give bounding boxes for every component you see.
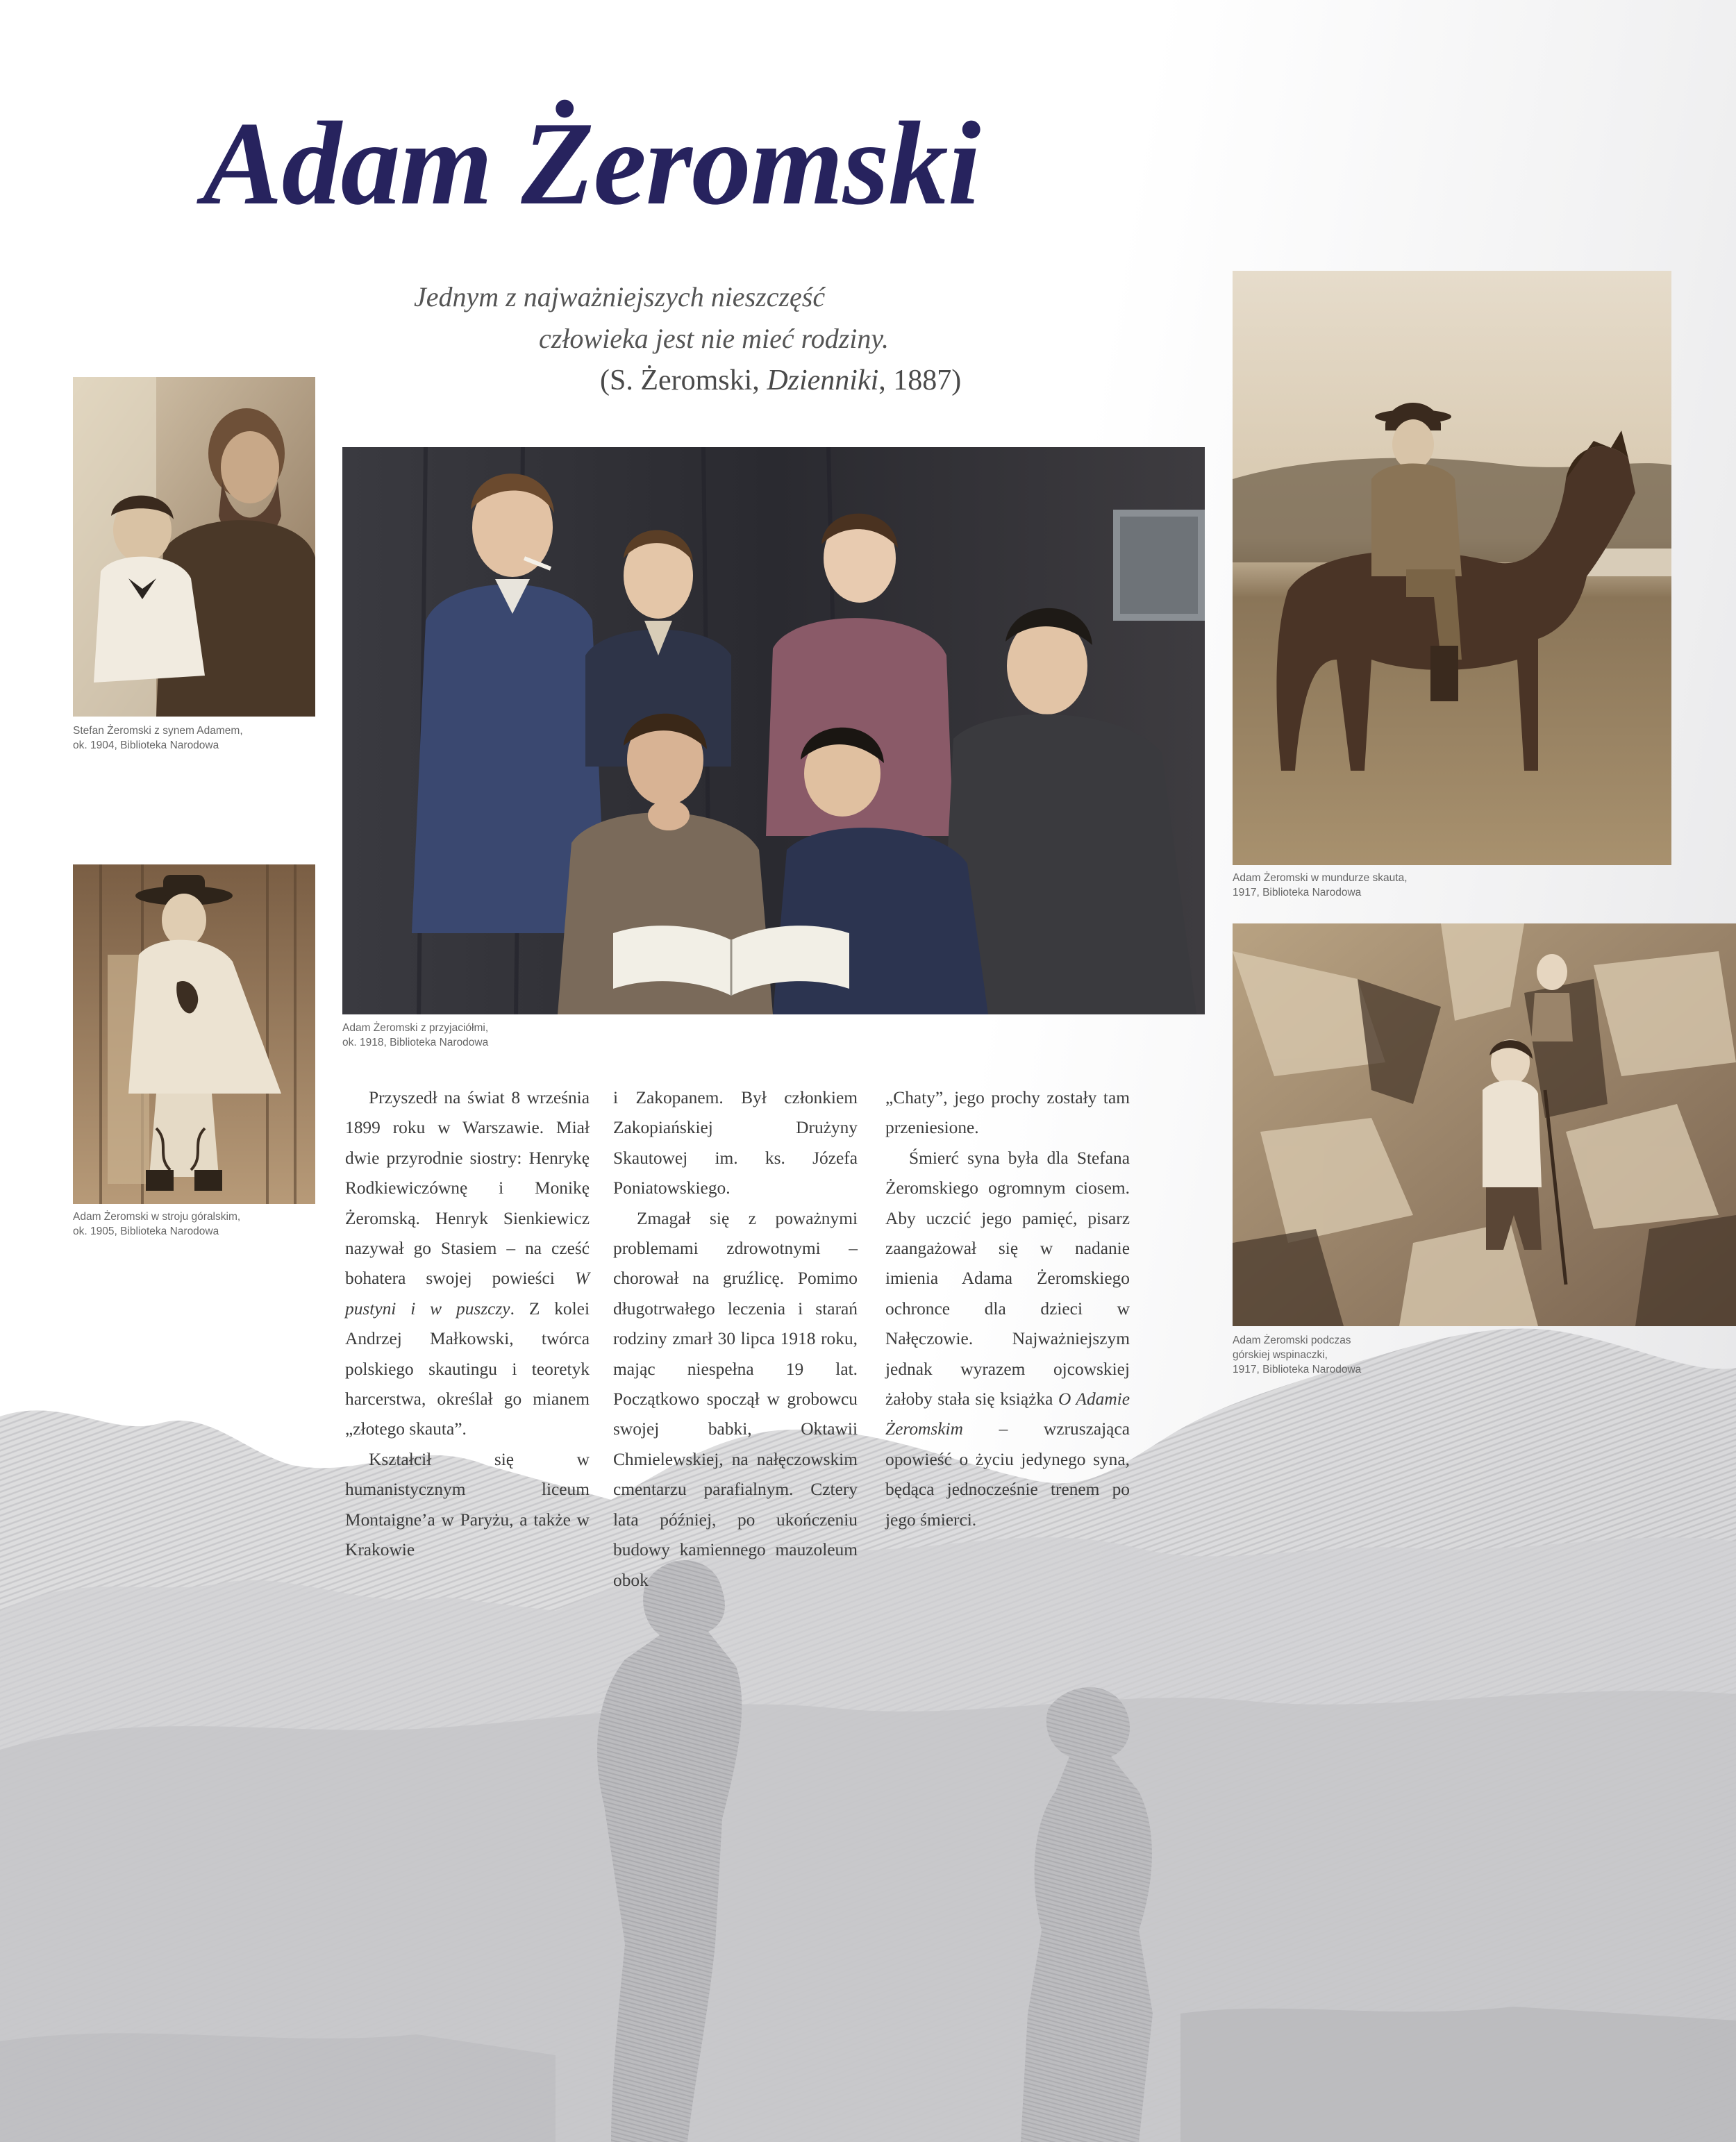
climbing-photo [1233,923,1736,1326]
scout-horse-photo [1233,271,1671,865]
caption-line: górskiej wspinaczki, [1233,1349,1328,1361]
body-column-1 [345,1083,590,1566]
attribution-suffix: , 1887) [878,365,962,396]
caption-father-son [73,723,243,753]
page-title: Adam Żeromski [203,98,980,230]
body-paragraph [885,1144,1130,1535]
caption-line: 1917, Biblioteka Narodowa [1233,887,1362,898]
caption-line: Adam Żeromski w mundurze skauta, [1233,872,1408,884]
body-text: Śmierć syna była dla Stefana Żeromskiego ogromnym ciosem. Aby uczcić jego pamięć, pisarz zaangażował się w nadanie imienia Adama Żeromskiego ochronce dla dzieci w Nałęczowie. Najważniejszym jednak wyrazem ojcowskiej żałoby stała się książka [885,1148,1130,1409]
body-paragraph [345,1083,590,1445]
caption-line: Stefan Żeromski z synem Adamem, [73,725,243,737]
caption-line: ok. 1904, Biblioteka Narodowa [73,739,219,751]
quote-line-1: Jednym z najważniejszych nieszczęść [414,281,826,312]
body-text: Przyszedł na świat 8 września 1899 roku w Warszawie. Miał dwie przyrodnie siostry: Henrykę Rodkiewiczównę i Monikę Żeromską. Henryk Sienkiewicz nazywał go Stasiem – na cześć bohatera swojej powieści [345,1088,590,1289]
body-paragraph: i Zakopanem. Był członkiem Zakopiańskiej Drużyny Skautowej im. ks. Józefa Poniatowskiego. [613,1088,858,1198]
body-paragraph: Kształcił się w humanistycznym liceum Montaigne’a w Paryżu, a także w Krakowie [345,1449,590,1560]
body-text: – wzruszająca opowieść o życiu jedynego syna, będąca jednocześnie trenem po jego śmierci. [885,1419,1130,1530]
background-engraving [0,1319,1736,2142]
body-text-italic: O Adamie Żeromskim [885,1389,1130,1439]
body-text: . Z kolei Andrzej Małkowski, twórca polskiego skautingu i teoretyk harcerstwa, określał go mianem „złotego skauta”. [345,1298,590,1439]
quote-line-2: człowieka jest nie mieć rodziny. [539,323,889,354]
friends-group-photo [342,447,1205,1014]
caption-line: ok. 1905, Biblioteka Narodowa [73,1225,219,1237]
caption-line: ok. 1918, Biblioteka Narodowa [342,1037,489,1048]
body-column-3 [885,1083,1130,1535]
body-text-italic: W pustyni i w puszczy [345,1269,590,1319]
caption-line: Adam Żeromski w stroju góralskim, [73,1211,241,1223]
attribution-prefix: (S. Żeromski, [600,365,760,396]
body-column-2 [613,1083,858,1596]
caption-friends [342,1021,488,1050]
caption-line: Adam Żeromski z przyjaciółmi, [342,1022,489,1034]
caption-line: Adam Żeromski podczas [1233,1334,1351,1346]
father-son-photo [73,377,315,717]
caption-climbing [1233,1333,1361,1377]
caption-line: 1917, Biblioteka Narodowa [1233,1364,1362,1375]
caption-highlander [73,1210,240,1239]
quote-attribution [414,360,961,401]
body-paragraph: Zmagał się z poważnymi problemami zdrowotnymi – chorował na gruźlicę. Pomimo długotrwałego leczenia i starań rodziny zmarł 30 lipca 1918 roku, mając niespełna 19 lat. Początkowo spoczął w grobowcu swojej babki, Oktawii Chmielewskiej, na nałęczowskim cmentarzu parafialnym. Cztery lata później, po ukończeniu budowy kamiennego mauzoleum obok [613,1208,858,1590]
caption-scout-horse [1233,871,1408,900]
body-paragraph: „Chaty”, jego prochy zostały tam przeniesione. [885,1088,1130,1138]
attribution-work: Dzienniki [767,365,879,396]
highlander-costume-photo [73,864,315,1204]
epigraph-quote [414,276,961,401]
